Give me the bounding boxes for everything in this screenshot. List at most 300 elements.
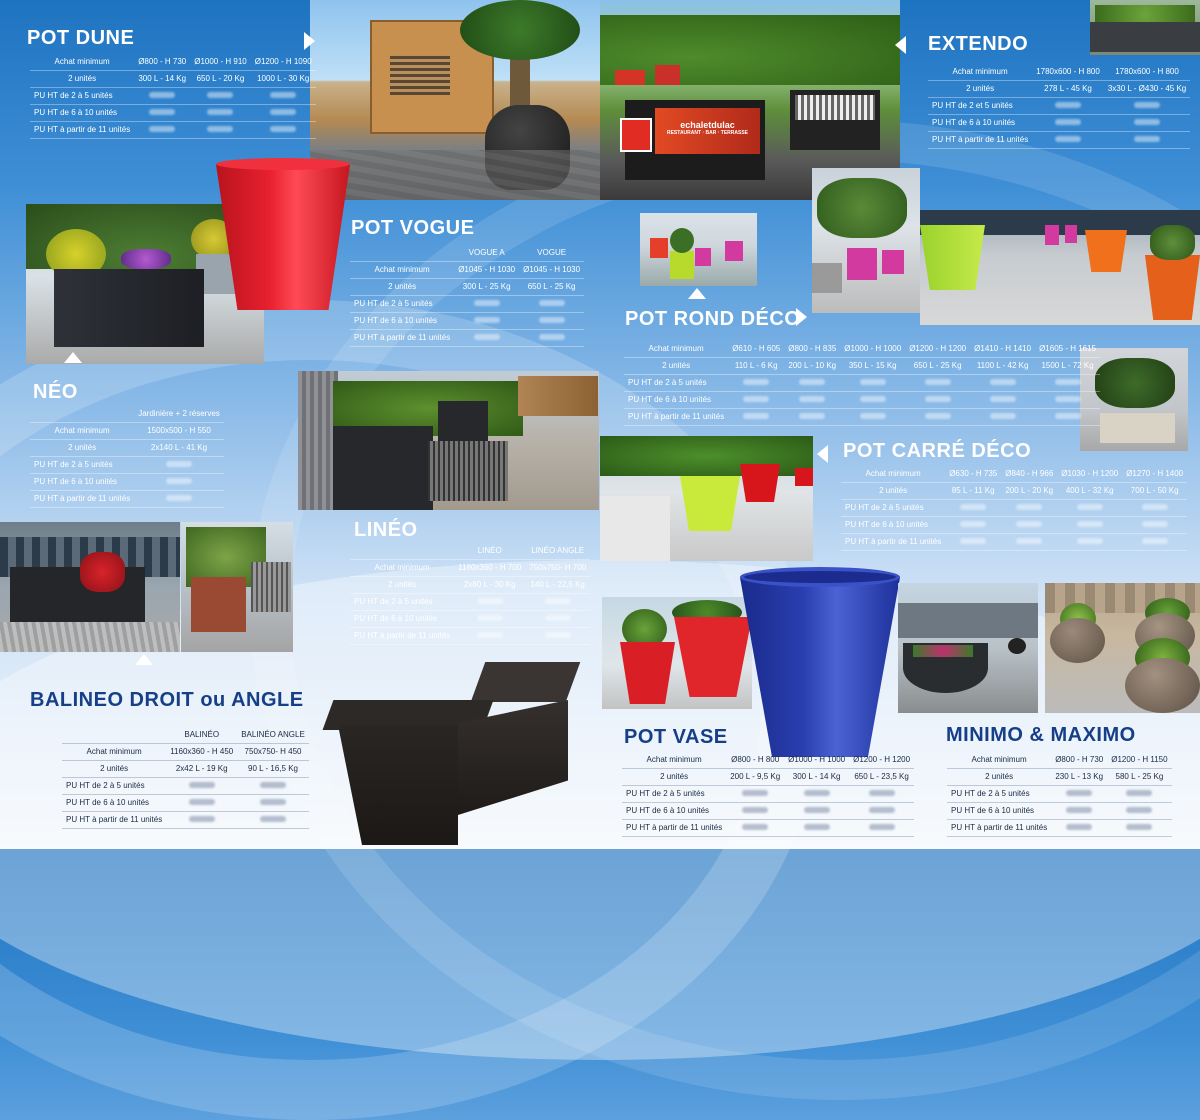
blurred-price: [270, 109, 296, 115]
table-cell: [1107, 786, 1171, 803]
arrow-up-icon: [135, 654, 153, 665]
table-cell: PU HT à partir de 11 unités: [350, 330, 454, 347]
blurred-price: [1055, 396, 1081, 402]
blurred-price: [869, 807, 895, 813]
table-cell: PU HT à partir de 11 unités: [30, 491, 134, 508]
blurred-price: [260, 816, 286, 822]
table-row: [947, 820, 1172, 837]
arrow-left-icon: [817, 445, 828, 463]
table-cell: [454, 296, 519, 313]
photo-pot-dune: [310, 0, 600, 200]
title-extendo: EXTENDO: [928, 33, 1029, 55]
table-row: [30, 105, 316, 122]
table-cell: 2 unités: [62, 761, 166, 778]
table-cell: [1001, 517, 1057, 534]
table-cell: 2x42 L - 19 Kg: [166, 761, 237, 778]
table-row: [350, 577, 590, 594]
table-cell: 750x750- H 700: [525, 560, 590, 577]
blurred-price: [1055, 102, 1081, 108]
blurred-price: [742, 824, 768, 830]
blurred-price: [1016, 538, 1042, 544]
table-row: [350, 296, 584, 313]
blurred-price: [1126, 790, 1152, 796]
table-cell: Ø1605 - H 1615: [1035, 341, 1100, 358]
table-cell: PU HT de 6 à 10 unités: [841, 517, 945, 534]
table-row: [30, 71, 316, 88]
table-cell: [1032, 98, 1104, 115]
table-row: [62, 795, 309, 812]
table-cell: Ø840 - H 966: [1001, 466, 1057, 483]
table-lineo: [350, 543, 590, 645]
table-cell: [784, 392, 840, 409]
table-row: [350, 313, 584, 330]
table-cell: PU HT de 6 à 10 unités: [622, 803, 726, 820]
table-cell: PU HT de 2 à 5 unités: [622, 786, 726, 803]
blurred-price: [804, 824, 830, 830]
table-cell: [1001, 534, 1057, 551]
table-cell: [30, 406, 134, 423]
table-cell: [1051, 820, 1107, 837]
table-cell: [840, 409, 905, 426]
table-row: [30, 491, 224, 508]
table-cell: VOGUE A: [454, 245, 519, 262]
table-cell: [454, 330, 519, 347]
table-row: [624, 409, 1100, 426]
blurred-price: [207, 92, 233, 98]
table-cell: PU HT à partir de 11 unités: [622, 820, 726, 837]
photo-balineo-corner: [181, 522, 293, 652]
table-cell: 300 L - 14 Kg: [134, 71, 190, 88]
table-cell: PU HT de 6 à 10 unités: [624, 392, 728, 409]
table-row: [350, 279, 584, 296]
table-cell: PU HT de 2 à 5 unités: [624, 375, 728, 392]
photo-lineo-planter: [298, 371, 599, 510]
blurred-price: [1077, 504, 1103, 510]
table-cell: 140 L - 22,5 Kg: [525, 577, 590, 594]
blurred-price: [207, 109, 233, 115]
blurred-price: [477, 598, 503, 604]
table-cell: PU HT de 6 à 10 unités: [350, 611, 454, 628]
table-cell: [945, 517, 1001, 534]
blurred-price: [799, 413, 825, 419]
table-pot-dune: [30, 54, 316, 139]
blurred-price: [545, 598, 571, 604]
table-cell: Ø1410 - H 1410: [970, 341, 1035, 358]
table-cell: 300 L - 14 Kg: [784, 769, 849, 786]
table-cell: 1100 L - 42 Kg: [970, 358, 1035, 375]
table-cell: [1057, 500, 1122, 517]
table-cell: [1051, 786, 1107, 803]
blurred-price: [149, 92, 175, 98]
table-cell: 200 L - 10 Kg: [784, 358, 840, 375]
table-cell: [1032, 132, 1104, 149]
table-row: [30, 440, 224, 457]
table-cell: PU HT à partir de 11 unités: [30, 122, 134, 139]
table-cell: 90 L - 16,5 Kg: [237, 761, 309, 778]
table-cell: PU HT de 6 à 10 unités: [30, 474, 134, 491]
table-cell: 230 L - 13 Kg: [1051, 769, 1107, 786]
table-row: [624, 341, 1100, 358]
pot-vase-blue: [740, 572, 900, 757]
blurred-price: [149, 126, 175, 132]
table-cell: [166, 778, 237, 795]
blurred-price: [189, 816, 215, 822]
arrow-right-icon: [304, 32, 315, 50]
table-row: [350, 628, 590, 645]
sign-brand: echaletdulac: [680, 120, 735, 130]
table-cell: PU HT de 2 à 5 unités: [947, 786, 1051, 803]
table-cell: Ø1000 - H 910: [190, 54, 250, 71]
table-row: [622, 803, 914, 820]
table-cell: Ø630 - H 735: [945, 466, 1001, 483]
table-cell: [1057, 534, 1122, 551]
blurred-price: [1066, 824, 1092, 830]
table-cell: 2 unités: [841, 483, 945, 500]
blurred-price: [860, 413, 886, 419]
table-cell: [251, 105, 316, 122]
table-row: [30, 88, 316, 105]
blurred-price: [1134, 136, 1160, 142]
blurred-price: [743, 413, 769, 419]
table-cell: [1104, 115, 1190, 132]
table-row: [622, 786, 914, 803]
table-row: [947, 786, 1172, 803]
table-cell: 650 L - 23,5 Kg: [849, 769, 914, 786]
table-cell: 3x30 L - Ø430 - 45 Kg: [1104, 81, 1190, 98]
title-pot-dune: POT DUNE: [27, 27, 135, 49]
table-cell: 2 unités: [350, 279, 454, 296]
pot-vogue-red: [216, 160, 350, 310]
table-cell: PU HT de 6 à 10 unités: [350, 313, 454, 330]
table-cell: 2x140 L - 41 Kg: [134, 440, 224, 457]
blurred-price: [925, 413, 951, 419]
table-cell: [237, 812, 309, 829]
blurred-price: [742, 790, 768, 796]
table-cell: [62, 727, 166, 744]
blurred-price: [925, 379, 951, 385]
table-cell: PU HT de 6 à 10 unités: [947, 803, 1051, 820]
photo-pot-vase: [602, 597, 752, 709]
table-row: [62, 744, 309, 761]
table-cell: [1035, 375, 1100, 392]
table-cell: 1000 L - 30 Kg: [251, 71, 316, 88]
table-row: [841, 466, 1187, 483]
blurred-price: [960, 504, 986, 510]
table-cell: 200 L - 20 Kg: [1001, 483, 1057, 500]
arrow-up-icon: [688, 288, 706, 299]
table-row: [350, 560, 590, 577]
table-cell: [525, 628, 590, 645]
table-row: [622, 820, 914, 837]
blurred-price: [166, 495, 192, 501]
blurred-price: [1077, 538, 1103, 544]
table-cell: [134, 88, 190, 105]
table-cell: [784, 375, 840, 392]
table-cell: 1500x500 - H 550: [134, 423, 224, 440]
blurred-price: [539, 300, 565, 306]
blurred-price: [260, 782, 286, 788]
table-cell: Achat minimum: [62, 744, 166, 761]
table-cell: [350, 245, 454, 262]
table-cell: [1032, 115, 1104, 132]
table-cell: [1035, 409, 1100, 426]
table-cell: [350, 543, 454, 560]
table-cell: [454, 628, 525, 645]
table-cell: Ø800 - H 730: [134, 54, 190, 71]
blurred-price: [545, 632, 571, 638]
photo-extendo-planter: [1090, 0, 1200, 55]
table-cell: [454, 313, 519, 330]
blurred-price: [743, 379, 769, 385]
blurred-price: [477, 615, 503, 621]
table-row: [30, 122, 316, 139]
table-cell: [519, 313, 584, 330]
table-cell: PU HT de 6 à 10 unités: [928, 115, 1032, 132]
table-row: [928, 64, 1190, 81]
blurred-price: [189, 799, 215, 805]
table-row: [350, 330, 584, 347]
blurred-price: [207, 126, 233, 132]
table-pot-rond-deco: [624, 341, 1100, 426]
table-cell: PU HT de 6 à 10 unités: [30, 105, 134, 122]
table-row: [350, 262, 584, 279]
table-row: [30, 457, 224, 474]
blurred-price: [990, 379, 1016, 385]
table-cell: Achat minimum: [350, 560, 454, 577]
table-cell: [454, 611, 525, 628]
blurred-price: [1016, 521, 1042, 527]
table-cell: Ø1270 - H 1400: [1122, 466, 1187, 483]
table-cell: Ø800 - H 835: [784, 341, 840, 358]
table-cell: [251, 122, 316, 139]
table-cell: [1122, 500, 1187, 517]
title-lineo: LINÉO: [354, 519, 418, 541]
table-cell: 400 L - 32 Kg: [1057, 483, 1122, 500]
pot-vogue-rim: [216, 158, 350, 170]
blurred-price: [1142, 521, 1168, 527]
table-cell: 2x80 L - 30 Kg: [454, 577, 525, 594]
table-pot-vase: [622, 752, 914, 837]
table-cell: PU HT à partir de 11 unités: [947, 820, 1051, 837]
blurred-price: [869, 824, 895, 830]
table-cell: [134, 491, 224, 508]
table-row: [30, 54, 316, 71]
table-cell: 750x750- H 450: [237, 744, 309, 761]
blurred-price: [804, 790, 830, 796]
table-cell: Ø1200 - H 1200: [849, 752, 914, 769]
table-cell: 2 unités: [624, 358, 728, 375]
table-cell: Ø1200 - H 1150: [1107, 752, 1171, 769]
table-cell: [166, 795, 237, 812]
table-cell: 2 unités: [622, 769, 726, 786]
table-cell: BALINÉO: [166, 727, 237, 744]
table-cell: PU HT de 2 et 5 unités: [928, 98, 1032, 115]
table-row: [928, 132, 1190, 149]
table-cell: Achat minimum: [624, 341, 728, 358]
blurred-price: [860, 396, 886, 402]
blurred-price: [1055, 379, 1081, 385]
photo-pot-rond-deco: [812, 168, 920, 313]
table-row: [30, 423, 224, 440]
blurred-price: [1066, 807, 1092, 813]
table-cell: Ø1000 - H 1000: [840, 341, 905, 358]
blurred-price: [1016, 504, 1042, 510]
balineo-corner-planter: [328, 660, 575, 849]
table-cell: [970, 375, 1035, 392]
photo-pot-carre-deco: [600, 436, 813, 561]
table-cell: [945, 500, 1001, 517]
blurred-price: [990, 413, 1016, 419]
table-row: [30, 474, 224, 491]
arrow-left-icon: [895, 36, 906, 54]
blurred-price: [960, 521, 986, 527]
blurred-price: [149, 109, 175, 115]
table-cell: Achat minimum: [30, 54, 134, 71]
table-cell: PU HT de 2 à 5 unités: [30, 88, 134, 105]
table-cell: [1057, 517, 1122, 534]
table-row: [62, 761, 309, 778]
table-cell: Ø610 - H 605: [728, 341, 784, 358]
table-cell: [849, 803, 914, 820]
table-row: [624, 358, 1100, 375]
title-neo: NÉO: [33, 381, 78, 403]
photo-balineo-straight: [0, 522, 180, 652]
table-minimo-maximo: [947, 752, 1172, 837]
table-row: [350, 543, 590, 560]
table-row: [928, 115, 1190, 132]
table-cell: PU HT à partir de 11 unités: [624, 409, 728, 426]
table-cell: [1122, 534, 1187, 551]
table-row: [30, 406, 224, 423]
blurred-price: [539, 334, 565, 340]
photo-pot-rond-deco-street: [920, 210, 1200, 325]
table-cell: [726, 786, 784, 803]
table-cell: [454, 594, 525, 611]
table-cell: Ø1200 - H 1200: [905, 341, 970, 358]
title-pot-vogue: POT VOGUE: [351, 217, 475, 239]
table-cell: 85 L - 11 Kg: [945, 483, 1001, 500]
table-cell: [237, 795, 309, 812]
table-cell: [784, 820, 849, 837]
table-cell: [970, 409, 1035, 426]
table-cell: 2 unités: [30, 71, 134, 88]
table-row: [947, 752, 1172, 769]
table-cell: 1780x600 - H 800: [1104, 64, 1190, 81]
blurred-price: [545, 615, 571, 621]
table-cell: [190, 105, 250, 122]
table-cell: 300 L - 25 Kg: [454, 279, 519, 296]
table-row: [841, 483, 1187, 500]
table-cell: LINÉO: [454, 543, 525, 560]
blurred-price: [799, 379, 825, 385]
blurred-price: [474, 317, 500, 323]
table-cell: Achat minimum: [350, 262, 454, 279]
table-cell: PU HT à partir de 11 unités: [841, 534, 945, 551]
table-cell: [945, 534, 1001, 551]
table-cell: PU HT de 6 à 10 unités: [62, 795, 166, 812]
blurred-price: [869, 790, 895, 796]
table-cell: 580 L - 25 Kg: [1107, 769, 1171, 786]
blurred-price: [477, 632, 503, 638]
table-cell: [728, 392, 784, 409]
blurred-price: [1066, 790, 1092, 796]
blurred-price: [925, 396, 951, 402]
table-cell: 1160x360 - H 450: [166, 744, 237, 761]
table-cell: [519, 330, 584, 347]
blurred-price: [539, 317, 565, 323]
table-cell: [726, 803, 784, 820]
table-cell: 650 L - 20 Kg: [190, 71, 250, 88]
table-cell: 700 L - 50 Kg: [1122, 483, 1187, 500]
table-cell: Ø1045 - H 1030: [454, 262, 519, 279]
table-cell: 1780x600 - H 800: [1032, 64, 1104, 81]
table-cell: PU HT de 2 à 5 unités: [841, 500, 945, 517]
table-cell: PU HT de 2 à 5 unités: [30, 457, 134, 474]
table-row: [350, 245, 584, 262]
sign-subtitle: RESTAURANT · BAR · TERRASSE: [666, 130, 749, 136]
blurred-price: [990, 396, 1016, 402]
photo-minimo: [898, 583, 1038, 713]
table-cell: [525, 611, 590, 628]
table-row: [947, 769, 1172, 786]
table-cell: Achat minimum: [622, 752, 726, 769]
title-pot-vase: POT VASE: [624, 726, 728, 748]
table-cell: 650 L - 25 Kg: [905, 358, 970, 375]
table-cell: Ø1200 - H 1090: [251, 54, 316, 71]
table-cell: [134, 122, 190, 139]
blurred-price: [1142, 504, 1168, 510]
table-cell: 2 unités: [350, 577, 454, 594]
table-cell: Achat minimum: [841, 466, 945, 483]
table-cell: [784, 786, 849, 803]
table-cell: Achat minimum: [30, 423, 134, 440]
table-row: [841, 517, 1187, 534]
table-cell: [1104, 98, 1190, 115]
table-row: [622, 752, 914, 769]
title-pot-carre-deco: POT CARRÉ DÉCO: [843, 440, 1032, 462]
table-row: [62, 812, 309, 829]
blurred-price: [1134, 102, 1160, 108]
table-cell: [784, 803, 849, 820]
table-cell: [905, 375, 970, 392]
blurred-price: [960, 538, 986, 544]
table-cell: 2 unités: [928, 81, 1032, 98]
blurred-price: [189, 782, 215, 788]
table-cell: PU HT de 2 à 5 unités: [350, 296, 454, 313]
table-row: [841, 500, 1187, 517]
table-row: [624, 392, 1100, 409]
table-cell: 650 L - 25 Kg: [519, 279, 584, 296]
blurred-price: [474, 300, 500, 306]
table-cell: PU HT à partir de 11 unités: [350, 628, 454, 645]
table-row: [928, 81, 1190, 98]
table-cell: [840, 375, 905, 392]
table-cell: [849, 820, 914, 837]
blurred-price: [804, 807, 830, 813]
table-cell: PU HT de 2 à 5 unités: [350, 594, 454, 611]
table-row: [350, 594, 590, 611]
table-extendo: [928, 64, 1190, 149]
table-cell: [1104, 132, 1190, 149]
table-row: [622, 769, 914, 786]
table-cell: 278 L - 45 Kg: [1032, 81, 1104, 98]
title-minimo-maximo: MINIMO & MAXIMO: [946, 724, 1136, 746]
table-cell: [190, 122, 250, 139]
table-row: [62, 778, 309, 795]
table-row: [350, 611, 590, 628]
table-cell: Ø800 - H 730: [1051, 752, 1107, 769]
table-cell: VOGUE: [519, 245, 584, 262]
